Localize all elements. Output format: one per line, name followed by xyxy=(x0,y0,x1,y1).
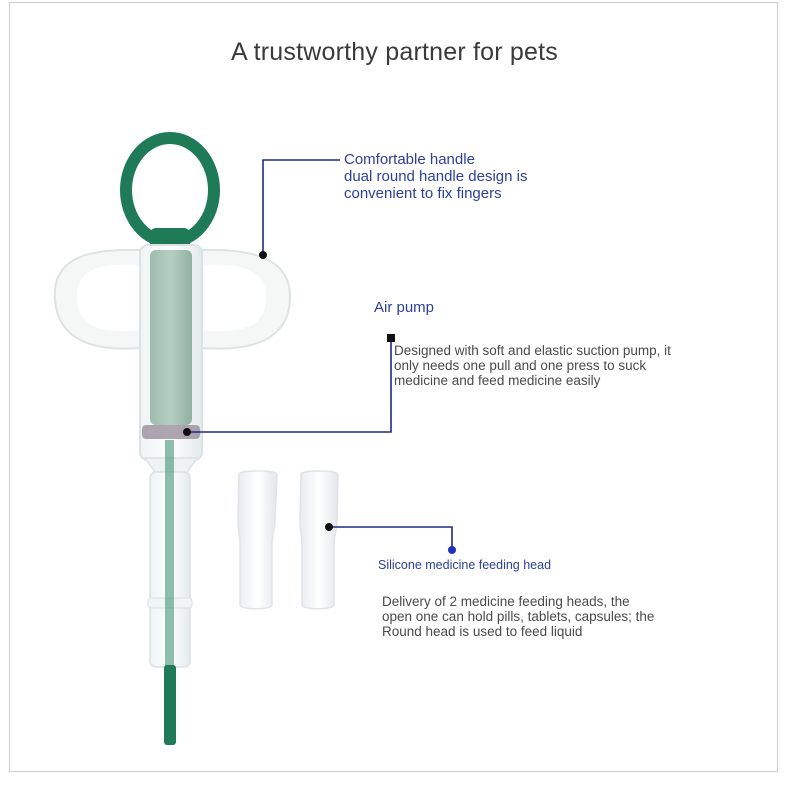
callout-handle-line2: dual round handle design is xyxy=(344,168,528,185)
callout-handle-line xyxy=(259,160,340,259)
callout-heads-line3: Round head is used to feed liquid xyxy=(382,624,583,639)
callout-heads-title: Silicone medicine feeding head xyxy=(378,558,552,572)
callout-heads-text xyxy=(382,594,712,639)
feeding-head-open-icon xyxy=(238,471,277,609)
callout-pump-line1: Designed with soft and elastic suction pump, it xyxy=(394,343,671,358)
pill-syringe-icon xyxy=(55,138,290,745)
callout-handle-title: Comfortable handle xyxy=(344,151,475,168)
callout-heads-line2: open one can hold pills, tablets, capsules; the xyxy=(382,609,655,624)
feeding-head-round-icon xyxy=(300,471,338,609)
callout-pump-text xyxy=(394,343,724,388)
callout-heads-line xyxy=(325,523,456,554)
callout-heads-line1: Delivery of 2 medicine feeding heads, the xyxy=(382,594,630,609)
callout-pump-line2: only needs one pull and one press to suck xyxy=(394,358,647,373)
page-title: A trustworthy partner for pets xyxy=(231,38,558,66)
callout-pump-line3: medicine and feed medicine easily xyxy=(394,373,601,388)
callout-handle-line3: convenient to fix fingers xyxy=(344,185,502,202)
callout-handle-text xyxy=(344,151,527,202)
callout-pump-title: Air pump xyxy=(374,299,435,316)
